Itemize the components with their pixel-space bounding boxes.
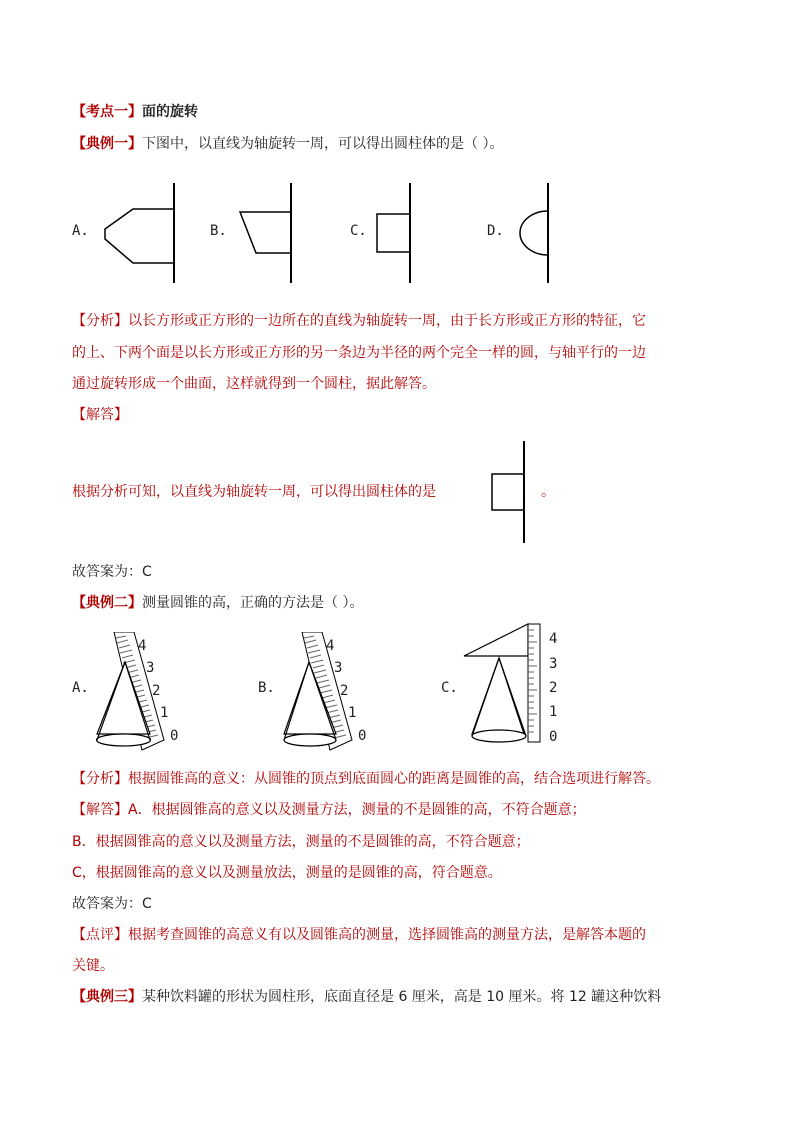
ex2-option-a-label: A.: [72, 680, 89, 696]
example1-analysis-line1: 【分析】以长方形或正方形的一边所在的直线为轴旋转一周，由于长方形或正方形的特征，它: [72, 313, 646, 329]
figure-option-b: [232, 183, 302, 283]
example1-answer-text: 根据分析可知，以直线为轴旋转一周，可以得出圆柱体的是: [72, 484, 436, 500]
example2-question: 【典例二】测量圆锥的高，正确的方法是（ ）。: [72, 595, 364, 611]
example1-question: 【典例一】下图中，以直线为轴旋转一周，可以得出圆柱体的是（ ）。: [72, 136, 504, 152]
example1-analysis-line2: 的上、下两个面是以长方形或正方形的另一条边为半径的两个完全一样的圆，与轴平行的一边: [72, 345, 646, 361]
ex2-c-tick-3: 3: [549, 656, 558, 672]
option-b-label: B.: [210, 223, 227, 239]
figure-option-d: [505, 183, 560, 283]
example1-final-answer: 故答案为：C: [72, 564, 152, 580]
ex2-b-tick-4: 4: [326, 638, 335, 654]
ex2-a-tick-0: 0: [170, 728, 179, 744]
ex2-a-tick-3: 3: [146, 660, 155, 676]
ex2-b-tick-2: 2: [340, 683, 349, 699]
figure-option-a: [95, 183, 185, 283]
example2-answer-line1: 【解答】A．根据圆锥高的意义以及测量方法，测量的不是圆锥的高，不符合题意；: [72, 802, 586, 818]
example2-analysis: 【分析】根据圆锥高的意义：从圆锥的顶点到底面圆心的距离是圆锥的高，结合选项进行解答。: [72, 771, 660, 787]
ex2-b-tick-0: 0: [358, 728, 367, 744]
ex2-a-tick-1: 1: [160, 705, 169, 721]
example2-answer-line3: C，根据圆锥高的意义以及测量放法，测量的是圆锥的高，符合题意。: [72, 865, 502, 881]
ex2-c-tick-0: 0: [549, 729, 558, 745]
option-d-label: D.: [487, 223, 504, 239]
ex2-c-tick-4: 4: [549, 631, 558, 647]
example2-comment-line1: 【点评】根据考查圆锥的高意义有以及圆锥高的测量，选择圆锥高的测量方法，是解答本题的: [72, 927, 646, 943]
example2-comment-line2: 关键。: [72, 958, 114, 974]
ex2-b-tick-1: 1: [348, 705, 357, 721]
example1-answer-tag: 【解答】: [72, 407, 128, 423]
option-c-label: C.: [350, 223, 367, 239]
figure-option-c: [370, 183, 420, 283]
example2-final-answer: 故答案为：C: [72, 896, 152, 912]
ex2-b-tick-3: 3: [334, 660, 343, 676]
section-heading: 【考点一】面的旋转: [72, 104, 198, 120]
ex2-option-b-label: B.: [258, 680, 275, 696]
answer-figure-square: [488, 441, 533, 543]
ex2-c-tick-2: 2: [549, 680, 558, 696]
option-a-label: A.: [72, 223, 89, 239]
example1-analysis-line3: 通过旋转形成一个曲面，这样就得到一个圆柱，据此解答。: [72, 376, 436, 392]
ex2-c-tick-1: 1: [549, 704, 558, 720]
ex2-a-tick-2: 2: [152, 683, 161, 699]
example2-answer-line2: B．根据圆锥高的意义以及测量方法，测量的不是圆锥的高，不符合题意；: [72, 834, 530, 850]
ex2-a-tick-4: 4: [138, 638, 147, 654]
ex2-option-c-label: C.: [441, 680, 458, 696]
example3-question: 【典例三】某种饮料罐的形状为圆柱形，底面直径是 6 厘米，高是 10 厘米。将 12 罐这种饮料: [72, 989, 662, 1005]
example1-answer-end: 。: [541, 484, 555, 500]
ex2-figure-c: [462, 622, 547, 747]
